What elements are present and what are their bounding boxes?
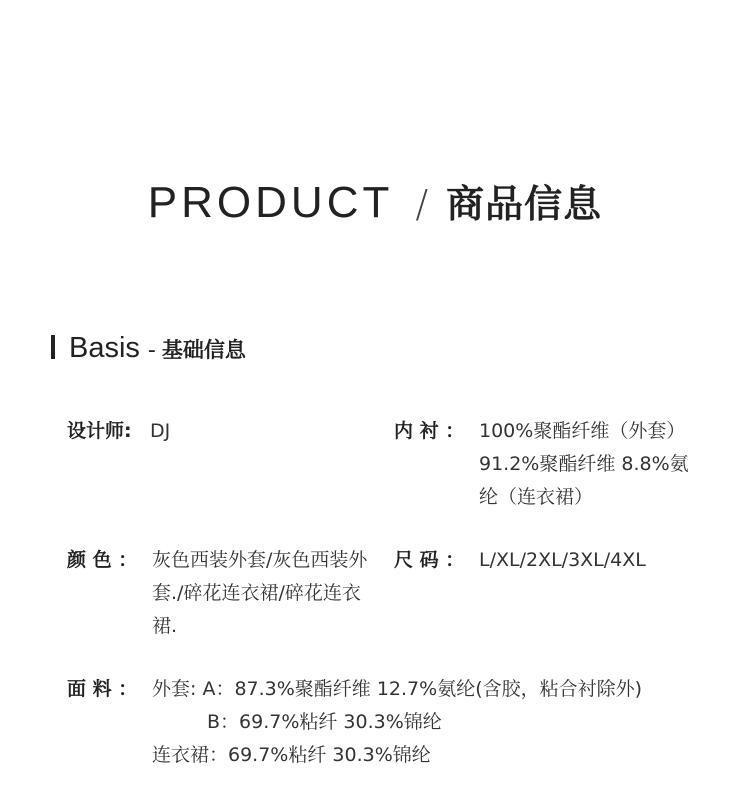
fabric-value-line: 外套: A：87.3%聚酯纤维 12.7%氨纶(含胶，粘合衬除外) [152, 678, 643, 700]
lining-value-line: 91.2%聚酯纤维 8.8%氨 [479, 453, 689, 475]
page-title [0, 174, 750, 233]
field-designer [67, 415, 377, 448]
size-label: 尺 码 ： [394, 549, 465, 571]
section-title-english: Basis [69, 332, 140, 364]
field-lining [394, 415, 714, 514]
color-label: 颜 色 ： [67, 549, 138, 571]
size-value: L/XL/2XL/3XL/4XL [479, 549, 646, 571]
designer-label: 设计师: [67, 420, 132, 442]
color-value-line: 套./碎花连衣裙/碎花连衣 [152, 582, 361, 604]
designer-value: DJ [150, 420, 171, 442]
section-marker-bar [51, 335, 55, 359]
lining-label: 内 衬 ： [394, 420, 465, 442]
fabric-value-line: B：69.7%粘纤 30.3%锦纶 [207, 711, 442, 733]
title-separator: / [415, 182, 429, 226]
section-title [69, 329, 246, 369]
color-value-line: 裙. [152, 615, 178, 637]
fabric-value-line: 连衣裙：69.7%粘纤 30.3%锦纶 [152, 744, 431, 766]
field-size [394, 544, 714, 577]
field-color [67, 544, 387, 643]
lining-value-line: 100%聚酯纤维（外套） [479, 420, 686, 442]
fabric-label: 面 料 ： [67, 678, 138, 700]
color-value-line: 灰色西装外套/灰色西装外 [152, 549, 368, 571]
field-fabric [67, 673, 707, 772]
section-title-chinese: 基础信息 [161, 338, 246, 362]
section-title-separator: - [147, 338, 156, 363]
lining-value-line: 纶（连衣裙） [479, 486, 594, 508]
title-chinese: 商品信息 [446, 182, 603, 226]
title-english: PRODUCT [147, 178, 394, 227]
